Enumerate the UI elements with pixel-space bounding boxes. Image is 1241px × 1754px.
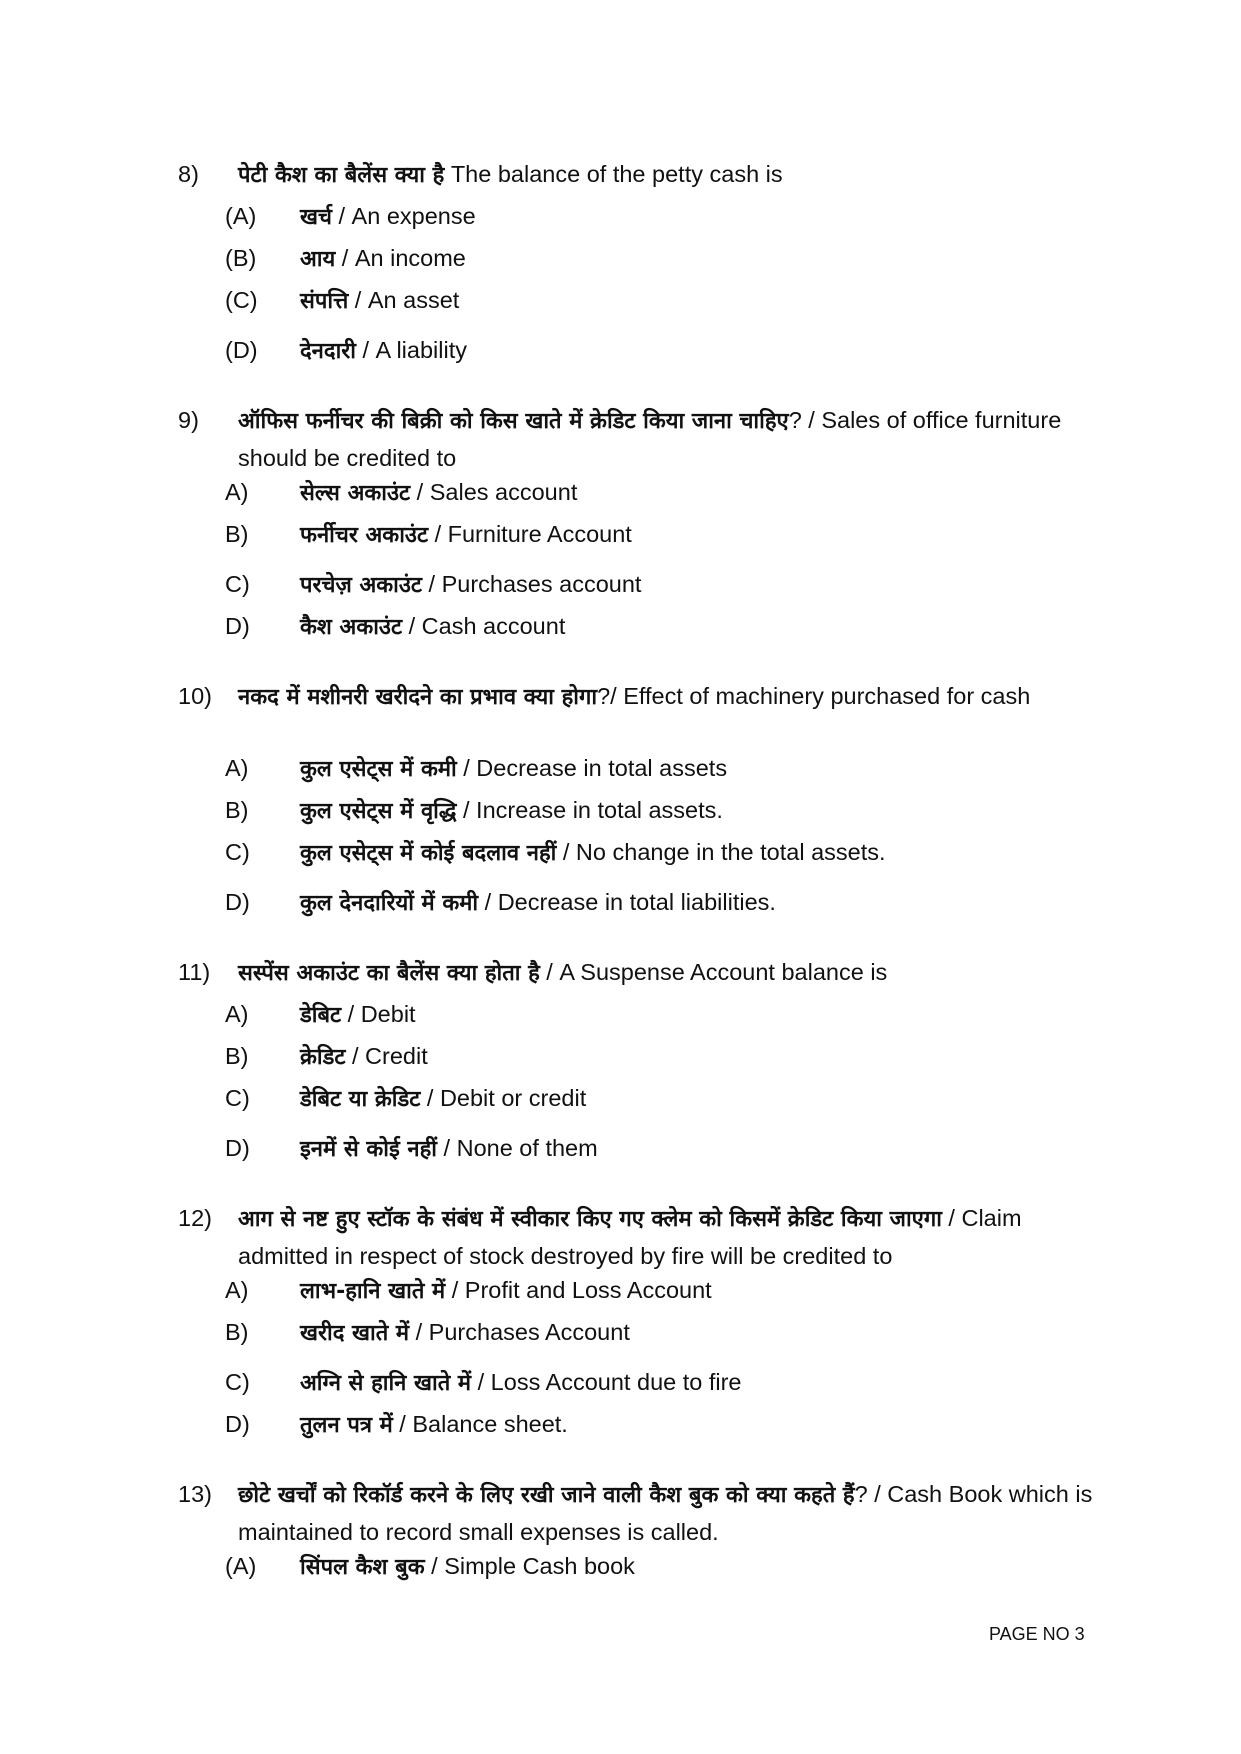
question-number: 10) bbox=[178, 683, 212, 709]
question-11 bbox=[178, 954, 1098, 992]
option-english: / Increase in total assets. bbox=[456, 797, 723, 823]
option-hindi: डेबिट bbox=[300, 1003, 342, 1028]
question-stem bbox=[238, 1200, 1098, 1274]
option-text bbox=[300, 792, 723, 830]
option-text bbox=[300, 1038, 428, 1076]
option-text bbox=[300, 884, 776, 922]
option-hindi: कुल एसेट्स में कोई बदलाव नहीं bbox=[300, 841, 557, 866]
option-hindi: अग्नि से हानि खाते में bbox=[300, 1371, 472, 1396]
option-hindi: सेल्स अकाउंट bbox=[300, 481, 411, 506]
option-text bbox=[300, 1272, 712, 1310]
option-english: / Purchases Account bbox=[409, 1319, 630, 1345]
option-letter: B) bbox=[225, 521, 249, 547]
question-hindi: आग से नष्ट हुए स्टॉक के संबंध में स्वीकार किए गए क्लेम को किसमें क्रेडिट किया जाएगा bbox=[238, 1207, 942, 1232]
option-letter: (D) bbox=[225, 337, 258, 363]
option-letter: B) bbox=[225, 1043, 249, 1069]
option-english: / Sales account bbox=[410, 479, 578, 505]
option-english: / Balance sheet. bbox=[392, 1411, 568, 1437]
question-hindi: पेटी कैश का बैलेंस क्या है bbox=[238, 163, 445, 188]
option-letter: D) bbox=[225, 1135, 250, 1161]
question-stem bbox=[238, 402, 1098, 476]
option-hindi: तुलन पत्र में bbox=[300, 1413, 393, 1438]
option-text bbox=[300, 516, 632, 554]
option-text bbox=[300, 834, 886, 872]
option-text bbox=[300, 566, 641, 604]
question-8 bbox=[178, 156, 1098, 194]
option-text bbox=[300, 332, 467, 370]
option-text bbox=[300, 240, 466, 278]
option-hindi: परचेज़ अकाउंट bbox=[300, 573, 422, 598]
option-letter: (A) bbox=[225, 1553, 257, 1579]
option-english: / A liability bbox=[355, 337, 467, 363]
option-english: / Purchases account bbox=[422, 571, 642, 597]
question-english: The balance of the petty cash is bbox=[444, 161, 783, 187]
option-hindi: संपत्ति bbox=[300, 289, 349, 314]
question-hindi: ऑफिस फर्नीचर की बिक्री को किस खाते में क्रेडिट किया जाना चाहिए bbox=[238, 409, 789, 434]
option-english: / An expense bbox=[331, 203, 476, 229]
option-text bbox=[300, 1314, 630, 1352]
question-hindi: नकद में मशीनरी खरीदने का प्रभाव क्या होगा bbox=[238, 685, 598, 710]
option-english: / Simple Cash book bbox=[424, 1553, 635, 1579]
option-text bbox=[300, 282, 459, 320]
option-letter: C) bbox=[225, 839, 250, 865]
question-english: / A Suspense Account balance is bbox=[539, 959, 888, 985]
question-stem bbox=[238, 156, 1098, 194]
option-letter: D) bbox=[225, 889, 250, 915]
option-text bbox=[300, 1130, 598, 1168]
question-english: ? / Sales of office furniture should be credited to bbox=[238, 407, 1062, 471]
question-number: 9) bbox=[178, 407, 199, 433]
question-english: ? / Cash Book which is maintained to record small expenses is called. bbox=[238, 1481, 1093, 1545]
option-letter: C) bbox=[225, 1085, 250, 1111]
option-letter: C) bbox=[225, 1369, 250, 1395]
option-text bbox=[300, 1548, 635, 1586]
question-number: 12) bbox=[178, 1205, 212, 1231]
question-stem bbox=[238, 1476, 1098, 1550]
option-letter: (B) bbox=[225, 245, 257, 271]
option-hindi: लाभ-हानि खाते में bbox=[300, 1279, 446, 1304]
option-hindi: खरीद खाते में bbox=[300, 1321, 410, 1346]
option-hindi: सिंपल कैश बुक bbox=[300, 1555, 425, 1580]
option-letter: A) bbox=[225, 755, 249, 781]
question-13 bbox=[178, 1476, 1098, 1550]
option-text bbox=[300, 750, 727, 788]
option-letter: C) bbox=[225, 571, 250, 597]
question-hindi: सस्पेंस अकाउंट का बैलेंस क्या होता है bbox=[238, 961, 540, 986]
question-hindi: छोटे खर्चों को रिकॉर्ड करने के लिए रखी जाने वाली कैश बुक को क्या कहते हैं bbox=[238, 1483, 855, 1508]
question-stem bbox=[238, 954, 1098, 992]
option-english: / Credit bbox=[345, 1043, 428, 1069]
option-english: / Decrease in total assets bbox=[456, 755, 728, 781]
option-hindi: खर्च bbox=[300, 205, 332, 230]
option-english: / Profit and Loss Account bbox=[445, 1277, 712, 1303]
question-english: ?/ Effect of machinery purchased for cash bbox=[597, 683, 1031, 709]
option-english: / Debit or credit bbox=[420, 1085, 587, 1111]
option-hindi: इनमें से कोई नहीं bbox=[300, 1137, 438, 1162]
option-hindi: देनदारी bbox=[300, 339, 356, 364]
question-english: / Claim admitted in respect of stock destroyed by fire will be credited to bbox=[238, 1205, 1022, 1269]
option-hindi: डेबिट या क्रेडिट bbox=[300, 1087, 421, 1112]
option-hindi: कैश अकाउंट bbox=[300, 615, 403, 640]
option-letter: B) bbox=[225, 797, 249, 823]
option-letter: A) bbox=[225, 479, 249, 505]
page-number: PAGE NO 3 bbox=[989, 1624, 1085, 1644]
question-9 bbox=[178, 402, 1098, 476]
option-hindi: कुल एसेट्स में वृद्धि bbox=[300, 799, 457, 824]
option-english: / An asset bbox=[348, 287, 460, 313]
option-english: / Cash account bbox=[402, 613, 566, 639]
question-number: 11) bbox=[178, 959, 211, 985]
option-letter: D) bbox=[225, 613, 250, 639]
option-hindi: कुल देनदारियों में कमी bbox=[300, 891, 479, 916]
option-text bbox=[300, 198, 476, 236]
option-text bbox=[300, 1080, 586, 1118]
option-hindi: क्रेडिट bbox=[300, 1045, 346, 1070]
option-text bbox=[300, 1406, 568, 1444]
option-text bbox=[300, 608, 565, 646]
option-text bbox=[300, 1364, 742, 1402]
option-letter: A) bbox=[225, 1277, 249, 1303]
option-letter: (C) bbox=[225, 287, 258, 313]
option-letter: D) bbox=[225, 1411, 250, 1437]
question-number: 8) bbox=[178, 161, 199, 187]
option-hindi: फर्नीचर अकाउंट bbox=[300, 523, 429, 548]
option-english: / None of them bbox=[437, 1135, 598, 1161]
question-number: 13) bbox=[178, 1481, 212, 1507]
option-english: / An income bbox=[335, 245, 466, 271]
option-text bbox=[300, 474, 577, 512]
option-hindi: कुल एसेट्स में कमी bbox=[300, 757, 457, 782]
option-letter: (A) bbox=[225, 203, 257, 229]
option-hindi: आय bbox=[300, 247, 336, 272]
option-english: / No change in the total assets. bbox=[556, 839, 886, 865]
option-english: / Decrease in total liabilities. bbox=[478, 889, 776, 915]
option-english: / Furniture Account bbox=[428, 521, 632, 547]
option-letter: B) bbox=[225, 1319, 249, 1345]
question-10 bbox=[178, 678, 1098, 716]
option-english: / Loss Account due to fire bbox=[471, 1369, 742, 1395]
question-12 bbox=[178, 1200, 1098, 1274]
option-letter: A) bbox=[225, 1001, 249, 1027]
option-text bbox=[300, 996, 416, 1034]
question-stem bbox=[238, 678, 1098, 716]
option-english: / Debit bbox=[341, 1001, 416, 1027]
